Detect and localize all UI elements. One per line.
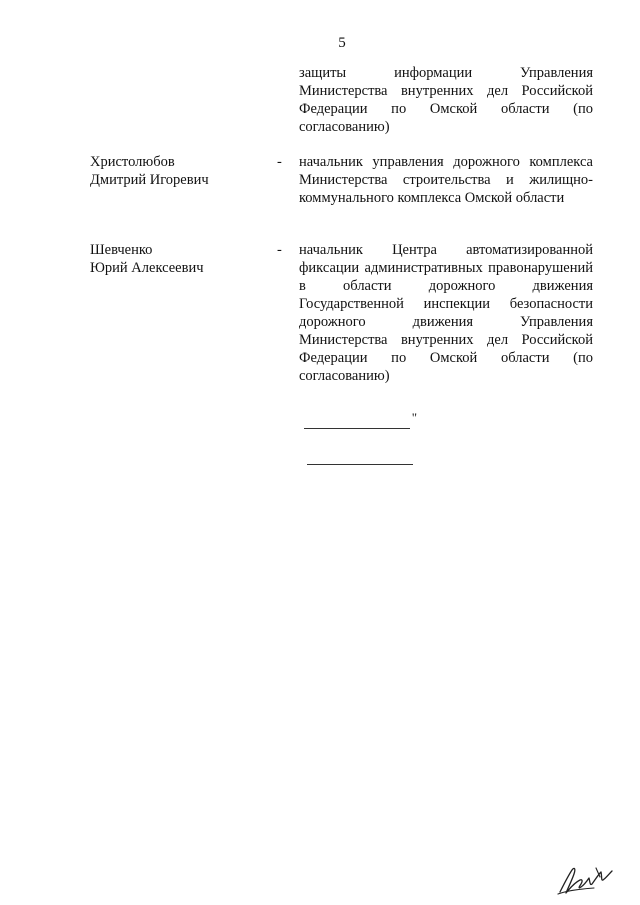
closing-quote-mark: "	[411, 410, 417, 425]
member-surname: Шевченко	[90, 242, 153, 258]
closing-quote-line	[304, 410, 417, 429]
member-surname: Христолюбов	[90, 154, 175, 170]
member-position: начальник управления дорожного комплекса Министерства строительства и жилищно-коммунального комплекса Омской области	[299, 154, 593, 206]
member-name	[90, 153, 260, 189]
handwritten-signature	[556, 862, 616, 898]
member-given-name: Юрий Алексеевич	[90, 260, 204, 276]
member-position: начальник Центра автоматизированной фиксации административных правонарушений в области дорожного движения Государственной инспекции безопасности дорожного движения Управления Министерства внутренних дел Российской Федерации по Омской области (по согласованию)	[299, 242, 593, 384]
member-given-name: Дмитрий Игоревич	[90, 172, 209, 188]
continued-position-text: защиты информации Управления Министерства внутренних дел Российской Федерации по Омской области (по согласованию)	[299, 65, 593, 135]
member-dash: -	[277, 242, 282, 258]
member-dash: -	[277, 154, 282, 170]
page-number: 5	[338, 35, 346, 51]
closing-underline	[304, 428, 410, 429]
member-name	[90, 241, 260, 277]
end-divider-line	[307, 464, 413, 465]
